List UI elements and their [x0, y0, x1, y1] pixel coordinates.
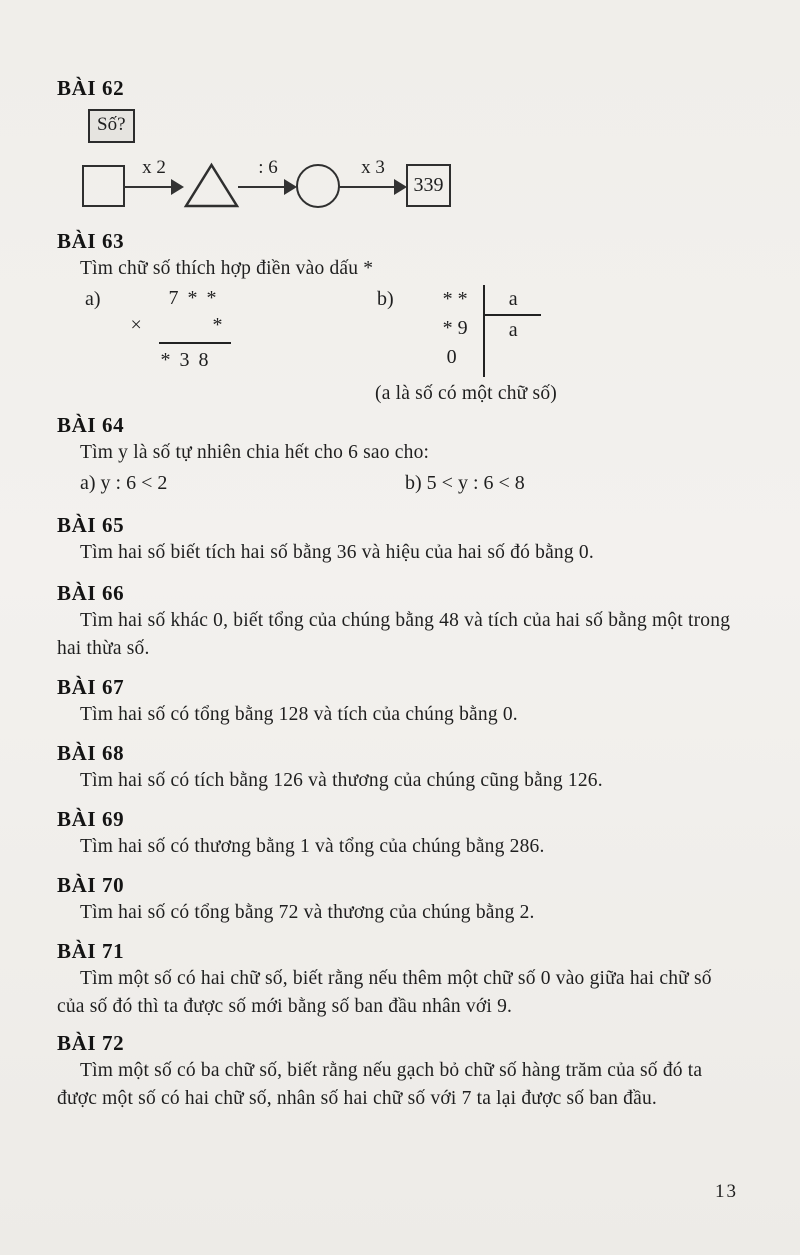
operation-label: x 2 [142, 156, 166, 178]
exercise-69-heading: BÀI 69 [57, 807, 125, 831]
divide-by-6-arrow [240, 156, 296, 207]
exercise-62 [57, 76, 742, 209]
exercise-71-heading: BÀI 71 [57, 939, 125, 963]
flow-diagram [82, 156, 742, 209]
part-a-label: a) [85, 288, 101, 310]
exercise-69-body: Tìm hai số có thương bằng 1 và tổng của chúng bằng 286. [80, 836, 545, 857]
exercise-68-heading: BÀI 68 [57, 741, 125, 765]
exercise-72 [57, 1031, 742, 1113]
quotient: a [508, 319, 518, 341]
item-a: a) y : 6 < 2 [80, 472, 168, 494]
page-number: 13 [715, 1181, 738, 1202]
part-a-multiplication [85, 285, 377, 377]
exercise-69 [57, 807, 742, 861]
operation-label: x 3 [361, 156, 385, 178]
exercise-62-heading: BÀI 62 [57, 76, 125, 100]
exercise-65-body: Tìm hai số biết tích hai số bằng 36 và hiệu của hai số đó bằng 0. [80, 542, 594, 563]
triangle-shape [183, 162, 240, 209]
part-b-label: b) [377, 288, 394, 310]
exercise-63-instruction: Tìm chữ số thích hợp điền vào dấu * [80, 258, 374, 279]
multiply-by-2-arrow [125, 156, 183, 207]
exercise-64 [57, 413, 742, 497]
multiply-by-3-arrow [340, 156, 406, 207]
multiplier: * [212, 314, 223, 336]
dividend: * * [442, 288, 468, 310]
exercise-68-body: Tìm hai số có tích bằng 126 và thương của chúng cũng bằng 126. [80, 770, 603, 791]
result-box: 339 [406, 164, 451, 207]
exercise-72-body: Tìm một số có ba chữ số, biết rằng nếu gạch bỏ chữ số hàng trăm của số đó ta được một số có hai chữ số, nhân số hai chữ số với 7 ta lại được số ban đầu. [57, 1060, 703, 1109]
square-shape [82, 165, 125, 207]
exercise-66 [57, 581, 742, 663]
exercise-63 [57, 229, 742, 407]
vertical-multiplication [131, 285, 239, 377]
arrow-right-icon [238, 186, 295, 189]
long-division [422, 285, 542, 377]
exercise-68 [57, 741, 742, 795]
exercise-71-body: Tìm một số có hai chữ số, biết rằng nếu thêm một chữ số 0 vào giữa hai chữ số của số đó thì ta được số mới bằng số ban đầu nhân với 9. [57, 968, 712, 1017]
subtrahend: * 9 [442, 317, 468, 339]
exercise-65 [57, 513, 742, 567]
multiplicand: 7 * * [168, 287, 219, 309]
exercise-70-body: Tìm hai số có tổng bằng 72 và thương của chúng bằng 2. [80, 902, 535, 923]
worked-examples-row [85, 285, 742, 377]
exercise-63-heading: BÀI 63 [57, 229, 125, 253]
arrow-right-icon [123, 186, 182, 189]
exercise-67 [57, 675, 742, 729]
part-b-division [377, 285, 541, 377]
circle-shape [296, 164, 340, 208]
exercise-70 [57, 873, 742, 927]
exercise-66-body: Tìm hai số khác 0, biết tổng của chúng bằng 48 và tích của hai số bằng một trong hai thừa số. [57, 610, 731, 659]
product: * 3 8 [160, 349, 211, 371]
multiplication-rule-line [159, 342, 231, 344]
arrow-right-icon [338, 186, 405, 189]
number-question-box: Số? [88, 109, 135, 143]
exercise-70-heading: BÀI 70 [57, 873, 125, 897]
item-b: b) 5 < y : 6 < 8 [405, 472, 525, 494]
exercise-64-items [80, 469, 742, 497]
exercise-72-heading: BÀI 72 [57, 1031, 125, 1055]
exercise-64-instruction: Tìm y là số tự nhiên chia hết cho 6 sao cho: [80, 442, 430, 463]
times-sign: × [130, 314, 142, 336]
exercise-63-note: (a là số có một chữ số) [375, 383, 557, 404]
remainder: 0 [446, 346, 457, 368]
divisor: a [508, 288, 518, 310]
exercise-67-body: Tìm hai số có tổng bằng 128 và tích của chúng bằng 0. [80, 704, 518, 725]
exercise-66-heading: BÀI 66 [57, 581, 125, 605]
operation-label: : 6 [258, 156, 278, 178]
exercise-65-heading: BÀI 65 [57, 513, 125, 537]
exercise-64-heading: BÀI 64 [57, 413, 125, 437]
exercise-67-heading: BÀI 67 [57, 675, 125, 699]
exercise-71 [57, 939, 742, 1021]
